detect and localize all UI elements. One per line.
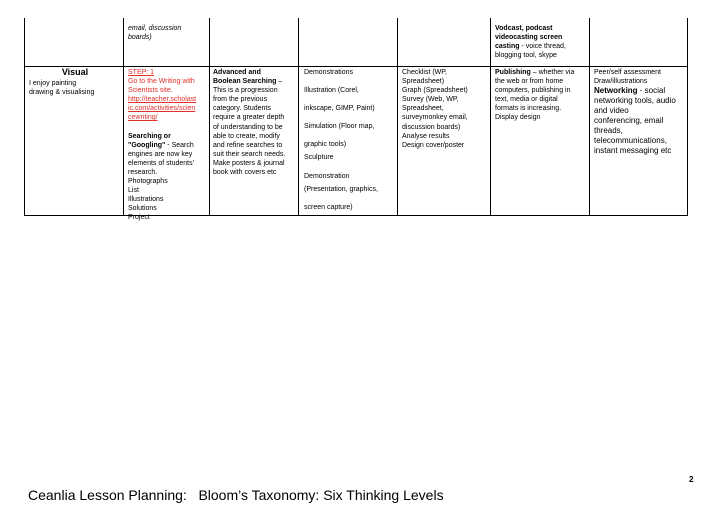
- column-divider: [397, 18, 398, 215]
- assessment-cell: [594, 68, 688, 156]
- checklist-line: Spreadsheet): [402, 78, 445, 86]
- networking-text: networking tools, audio: [594, 96, 676, 106]
- publishing-line: Display design: [495, 114, 541, 122]
- demo-item: Sculpture: [304, 154, 334, 162]
- visual-line-1: I enjoy painting: [29, 80, 77, 87]
- column-divider: [589, 18, 590, 215]
- column-divider: [123, 18, 124, 215]
- scholastic-link-2[interactable]: ic.com/activities/scien: [128, 105, 196, 113]
- list-item: Project: [128, 214, 150, 222]
- scholastic-link-1[interactable]: http://teacher.scholast: [128, 96, 197, 104]
- list-item: Solutions: [128, 205, 157, 213]
- column-divider: [298, 18, 299, 215]
- row-divider: [25, 66, 687, 67]
- advanced-line: This is a progression: [213, 87, 278, 95]
- list-item: Illustrations: [128, 196, 164, 204]
- checklist-line: Spreadsheet,: [402, 105, 444, 113]
- top-cell-g-line-3: [495, 42, 587, 51]
- publishing-line: formats is increasing.: [495, 105, 562, 113]
- visual-cell: [29, 67, 121, 97]
- networking-text: and video: [594, 106, 629, 116]
- advanced-line: from the previous: [213, 96, 268, 104]
- networking-text: threads,: [594, 126, 623, 136]
- visual-line-2: drawing & visualising: [29, 89, 95, 97]
- publishing-line: text, media or digital: [495, 96, 558, 104]
- boolean-label: Boolean Searching: [213, 78, 277, 86]
- top-cell-b-line-2: boards): [128, 34, 152, 42]
- search-text-3: research.: [128, 168, 158, 176]
- demo-item: screen capture): [304, 203, 353, 211]
- advanced-cell: [213, 68, 297, 177]
- demo-item: Illustration (Corel,: [304, 87, 359, 95]
- publishing-line: the web or from home: [495, 78, 564, 86]
- scholastic-link-3[interactable]: cewriting/: [128, 114, 158, 122]
- top-cell-b-line-1: email, discussion: [128, 25, 182, 32]
- casting-label: casting: [495, 43, 520, 51]
- search-text-first: - Search: [165, 141, 194, 149]
- column-divider: [490, 18, 491, 215]
- top-cell-g-line-2: videocasting screen: [495, 34, 563, 42]
- lesson-table: [24, 18, 688, 222]
- assessment-line: Peer/self assessment: [594, 69, 661, 76]
- checklist-line: Checklist (WP,: [402, 69, 447, 76]
- networking-text: telecommunications,: [594, 136, 667, 146]
- googling-label: "Googling": [128, 141, 166, 149]
- checklist-line: Graph (Spreadsheet): [402, 87, 468, 95]
- top-cell-b: [128, 24, 208, 42]
- searching-heading-2: [128, 141, 208, 150]
- checklist-line: discussion boards): [402, 123, 461, 131]
- networking-label: Networking: [594, 86, 638, 96]
- column-divider: [209, 18, 210, 215]
- advanced-line: able to create, modify: [213, 132, 280, 140]
- casting-rest: - voice thread,: [519, 43, 566, 51]
- boolean-suffix: –: [276, 78, 283, 86]
- checklist-cell: [402, 68, 489, 150]
- step-line-3: Scientists site.: [128, 87, 173, 95]
- demo-item: Demonstration: [304, 172, 350, 180]
- step-line-2: Go to the Writing with: [128, 78, 195, 86]
- publishing-heading: [495, 68, 588, 77]
- publishing-suffix: – whether via: [530, 69, 575, 76]
- page-number: 2: [689, 475, 694, 484]
- checklist-line: Survey (Web, WP,: [402, 96, 459, 104]
- top-cell-g-line-4: blogging tool, skype: [495, 52, 557, 60]
- advanced-line: of understanding to be: [213, 123, 283, 131]
- advanced-line: Make posters & journal: [213, 159, 285, 167]
- advanced-heading-2: [213, 77, 297, 86]
- networking-text: conferencing, email: [594, 116, 664, 126]
- networking-suffix: - social: [637, 86, 666, 96]
- top-cell-g-line-1: Vodcast, podcast: [495, 25, 553, 32]
- publishing-line: computers, publishing in: [495, 87, 571, 95]
- advanced-line: suit their search needs.: [213, 150, 286, 158]
- networking-line: [594, 86, 688, 96]
- checklist-line: surveymonkey email,: [402, 114, 468, 122]
- step-label: STEP: 1: [128, 69, 155, 76]
- demo-item: (Presentation, graphics,: [304, 185, 378, 193]
- publishing-cell: [495, 68, 588, 123]
- publishing-label: Publishing: [495, 69, 531, 76]
- list-item: List: [128, 187, 139, 195]
- demonstrations-cell: [304, 68, 396, 212]
- top-cell-g: [495, 24, 587, 60]
- demo-item: graphic tools): [304, 141, 347, 149]
- assessment-line: Draw/illustrations: [594, 78, 648, 86]
- footer-title: Ceanlia Lesson Planning: Bloom’s Taxonomy: Six Thinking Levels: [28, 487, 444, 503]
- demo-item: Demonstrations: [304, 69, 354, 76]
- advanced-line: require a greater depth: [213, 114, 285, 122]
- search-text-2: elements of students': [128, 159, 194, 167]
- visual-title: Visual: [61, 67, 89, 77]
- advanced-line: book with covers etc: [213, 169, 277, 177]
- demo-item: inkscape, GIMP, Paint): [304, 105, 375, 113]
- search-text-1: engines are now key: [128, 150, 193, 158]
- advanced-line: and refine searches to: [213, 141, 283, 149]
- searching-heading-1: Searching or: [128, 132, 171, 140]
- advanced-line: category. Students: [213, 105, 271, 113]
- demo-item: Simulation (Floor map,: [304, 123, 375, 131]
- checklist-line: Analyse results: [402, 132, 450, 140]
- list-item: Photographs: [128, 178, 168, 186]
- checklist-line: Design cover/poster: [402, 141, 465, 149]
- step-cell: [128, 68, 208, 223]
- advanced-heading-1: Advanced and: [213, 69, 261, 76]
- networking-text: instant messaging etc: [594, 146, 672, 156]
